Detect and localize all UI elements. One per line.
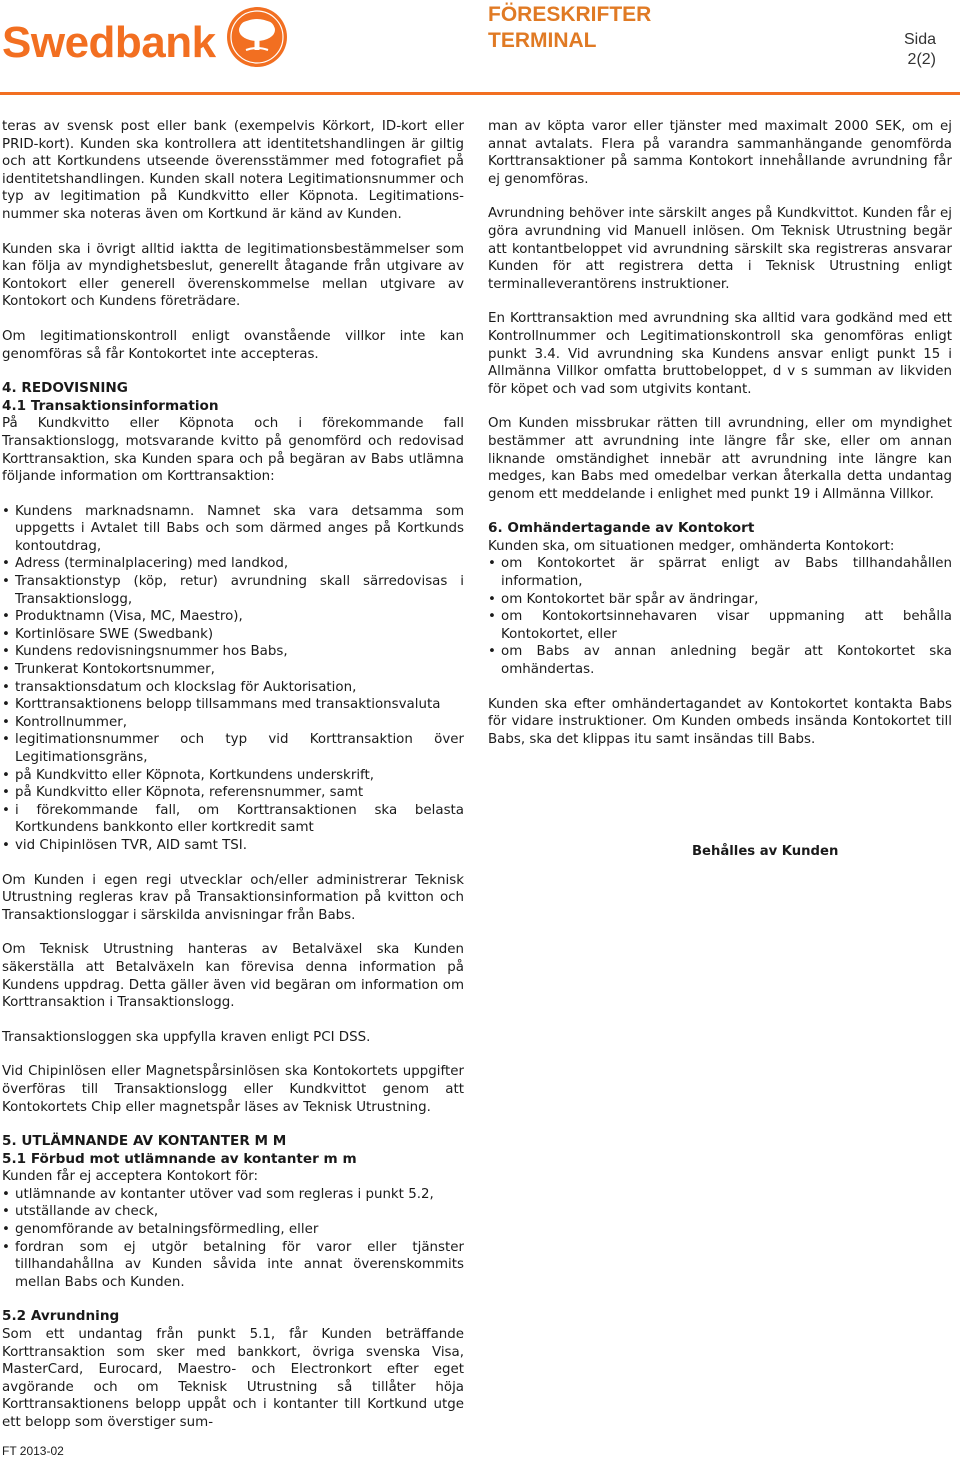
paragraph: Som ett undantag från punkt 5.1, får Kunden beträffande Korttransaktion som sker med bankkort, övriga svenska Visa, MasterCard, Eurocard, Maestro- och Electronkort efter eget avgörande och om Teknisk Utrustning så tillåter höja Korttransaktionens belopp uppåt och i kontanter till Kortkund utge ett belopp som överstiger sum- xyxy=(2,1327,464,1430)
paragraph: Om legitimationskontroll enligt ovanstående villkor inte kan genomföras så får Kontokortet inte accepteras. xyxy=(2,328,464,362)
paragraph: Vid Chipinlösen eller Magnetspårsinlösen ska Kontokortets uppgifter överföras till Transaktionslogg eller Kundkvittot genom att Kontokortets Chip eller magnetspår läses av Teknisk Utrustning. xyxy=(2,1064,464,1115)
page-number: 2(2) xyxy=(907,51,936,68)
list-item: • på Kundkvitto eller Köpnota, Kortkundens underskrift, xyxy=(2,767,464,785)
list-item: • Kundens redovisningsnummer hos Babs, xyxy=(2,643,464,661)
section-heading: 5. UTLÄMNANDE AV KONTANTER M M xyxy=(2,1133,287,1150)
page-label: Sida xyxy=(903,31,936,48)
list-item: • Transaktionstyp (köp, retur) avrundning skall särredovisas i Transaktionslogg, xyxy=(2,573,464,608)
document-title xyxy=(488,2,651,54)
list-item: • om Kontokortet bär spår av ändringar, xyxy=(488,591,952,609)
header-divider xyxy=(0,92,960,95)
list-item: • i förekommande fall, om Korttransaktionen ska belasta Kortkundens bankkonto eller kortkredit samt xyxy=(2,802,464,837)
list-item: • om Babs av annan anledning begär att Kontokortet ska omhändertas. xyxy=(488,643,952,678)
paragraph: En Korttransaktion med avrundning ska alltid vara godkänd med ett Kontrollnummer och Legitimationskontroll ska genomföras enligt punkt 3.4. Vid avrundning ska Kundens ansvar enligt punkt 15 i Allmänna Villkor omfatta bruttobeloppet, d v s summan av likviden för köpet och vad som utgivits kontant. xyxy=(488,311,952,397)
paragraph: teras av svensk post eller bank (exempelvis Körkort, ID-kort eller PRID-kort). Kunden ska kontrollera att identitetshandlingen är giltig och att Kortkundens utseende överensstämmer med fotografiet på identitetshandlingen. Kunden skall notera Legitimationsnummer och typ av legitimation på Kundkvitto eller Köpnota. Legitimationsnummer ska noteras även om Kortkund är känd av Kunden. xyxy=(2,119,464,222)
oak-tree-emblem-icon xyxy=(226,6,288,68)
list-item: • utlämnande av kontanter utöver vad som regleras i punkt 5.2, xyxy=(2,1186,464,1204)
title-line-2: TERMINAL xyxy=(488,29,597,52)
list-item: • Trunkerat Kontokortsnummer, xyxy=(2,661,464,679)
title-line-1: FÖRESKRIFTER xyxy=(488,3,652,26)
list-item: • Kontrollnummer, xyxy=(2,714,464,732)
list-item: • om Kontokortet är spärrat enligt av Babs tillhandahållen information, xyxy=(488,555,952,590)
swedbank-logo xyxy=(2,6,292,74)
list-item: • Adress (terminalplacering) med landkod, xyxy=(2,555,464,573)
page-indicator xyxy=(904,30,936,70)
paragraph: Kunden ska efter omhändertagandet av Kontokortet kontakta Babs för vidare instruktioner. Om Kunden ombeds insända Kontokortet till Babs, ska det klippas itu samt insändas till Babs. xyxy=(488,696,952,747)
paragraph: man av köpta varor eller tjänster med maximalt 2000 SEK, om ej annat avtalats. Flera på varandra sammanhängande genomförda Korttransaktioner på samma Kontokort innehållande avrundning får ej genomföras. xyxy=(488,119,952,187)
subsection-heading: 5.1 Förbud mot utlämnande av kontanter m m xyxy=(2,1150,357,1167)
paragraph: Om Teknisk Utrustning hanteras av Betalväxel ska Kunden säkerställa att Betalväxeln kan förevisa denna information på Kundens uppdrag. Detta gäller även vid begäran om information om Korttransaktion i Transaktionslogg. xyxy=(2,942,464,1011)
right-column xyxy=(488,118,952,765)
seizure-list xyxy=(488,555,952,678)
page-header xyxy=(0,0,960,96)
list-item: • vid Chipinlösen TVR, AID samt TSI. xyxy=(2,837,464,855)
logo-wordmark: Swedbank xyxy=(2,18,216,67)
list-item: • om Kontokortsinnehavaren visar uppmaning att behålla Kontokortet, eller xyxy=(488,608,952,643)
paragraph: Transaktionsloggen ska uppfylla kraven enligt PCI DSS. xyxy=(2,1029,371,1045)
list-item: • Korttransaktionens belopp tillsammans med transaktionsvaluta xyxy=(2,696,464,714)
list-item: • fordran som ej utgör betalning för varor eller tjänster tillhandahållna av Kunden såvida inte annat överenskommits mellan Babs och Kunden. xyxy=(2,1239,464,1292)
paragraph: Kunden får ej acceptera Kontokort för: xyxy=(2,1169,258,1185)
section-heading: 6. Omhändertagande av Kontokort xyxy=(488,520,755,537)
retention-note: Behålles av Kunden xyxy=(692,844,839,859)
prohibition-list xyxy=(2,1186,464,1292)
list-item: • genomförande av betalningsförmedling, eller xyxy=(2,1221,464,1239)
paragraph: På Kundkvitto eller Köpnota och i förekommande fall Transaktionslogg, motsvarande kvitto på genomförd och redovisad Korttransaktion, ska Kunden spara och på begäran av Babs utlämna följande information om Korttransaktion: xyxy=(2,416,464,485)
paragraph: Avrundning behöver inte särskilt anges på Kundkvittot. Kunden får ej göra avrundning vid Manuell inlösen. Om Teknisk Utrustning begär att kontantbeloppet vid avrundning särskilt ska registreras ansvarar Kunden för att registrera detta i Teknisk Utrustning enligt terminalleverantörens instruktioner. xyxy=(488,206,952,292)
left-column xyxy=(2,118,464,1449)
footer-code: FT 2013-02 xyxy=(2,1444,64,1458)
subsection-heading: 5.2 Avrundning xyxy=(2,1308,120,1325)
section-heading: 4. REDOVISNING xyxy=(2,380,128,397)
list-item: • Produktnamn (Visa, MC, Maestro), xyxy=(2,608,464,626)
list-item: • Kortinlösare SWE (Swedbank) xyxy=(2,626,464,644)
list-item: • på Kundkvitto eller Köpnota, referensnummer, samt xyxy=(2,784,464,802)
list-item: • Kundens marknadsnamn. Namnet ska vara detsamma som uppgetts i Avtalet till Babs och som därmed anges på Kortkunds kontoutdrag, xyxy=(2,503,464,556)
paragraph: Kunden ska, om situationen medger, omhänderta Kontokort: xyxy=(488,538,895,554)
paragraph: Kunden ska i övrigt alltid iaktta de legitimationsbestämmelser som kan följa av myndighetsbeslut, generellt åtagande från utgivare av Kontokort eller generell överenskommelse mellan utgivare av Kontokort och Kundens företrädare. xyxy=(2,241,464,310)
information-list xyxy=(2,503,464,855)
subsection-heading: 4.1 Transaktionsinformation xyxy=(2,397,219,414)
list-item: • transaktionsdatum och klockslag för Auktorisation, xyxy=(2,679,464,697)
paragraph: Om Kunden i egen regi utvecklar och/eller administrerar Teknisk Utrustning regleras krav på Transaktionsinformation på kvitton och Transaktionsloggar i särskilda anvisningar från Babs. xyxy=(2,872,464,923)
paragraph: Om Kunden missbrukar rätten till avrundning, eller om myndighet bestämmer att avrundning inte längre får ske, eller om annan liknande omständighet innebär att avrundning inte längre kan medges, kan Babs med omedelbar verkan återkalla detta undantag genom ett meddelande i enlighet med punkt 19 i Allmänna Villkor. xyxy=(488,416,952,502)
list-item: • legitimationsnummer och typ vid Korttransaktion över Legitimationsgräns, xyxy=(2,731,464,766)
list-item: • utställande av check, xyxy=(2,1203,464,1221)
